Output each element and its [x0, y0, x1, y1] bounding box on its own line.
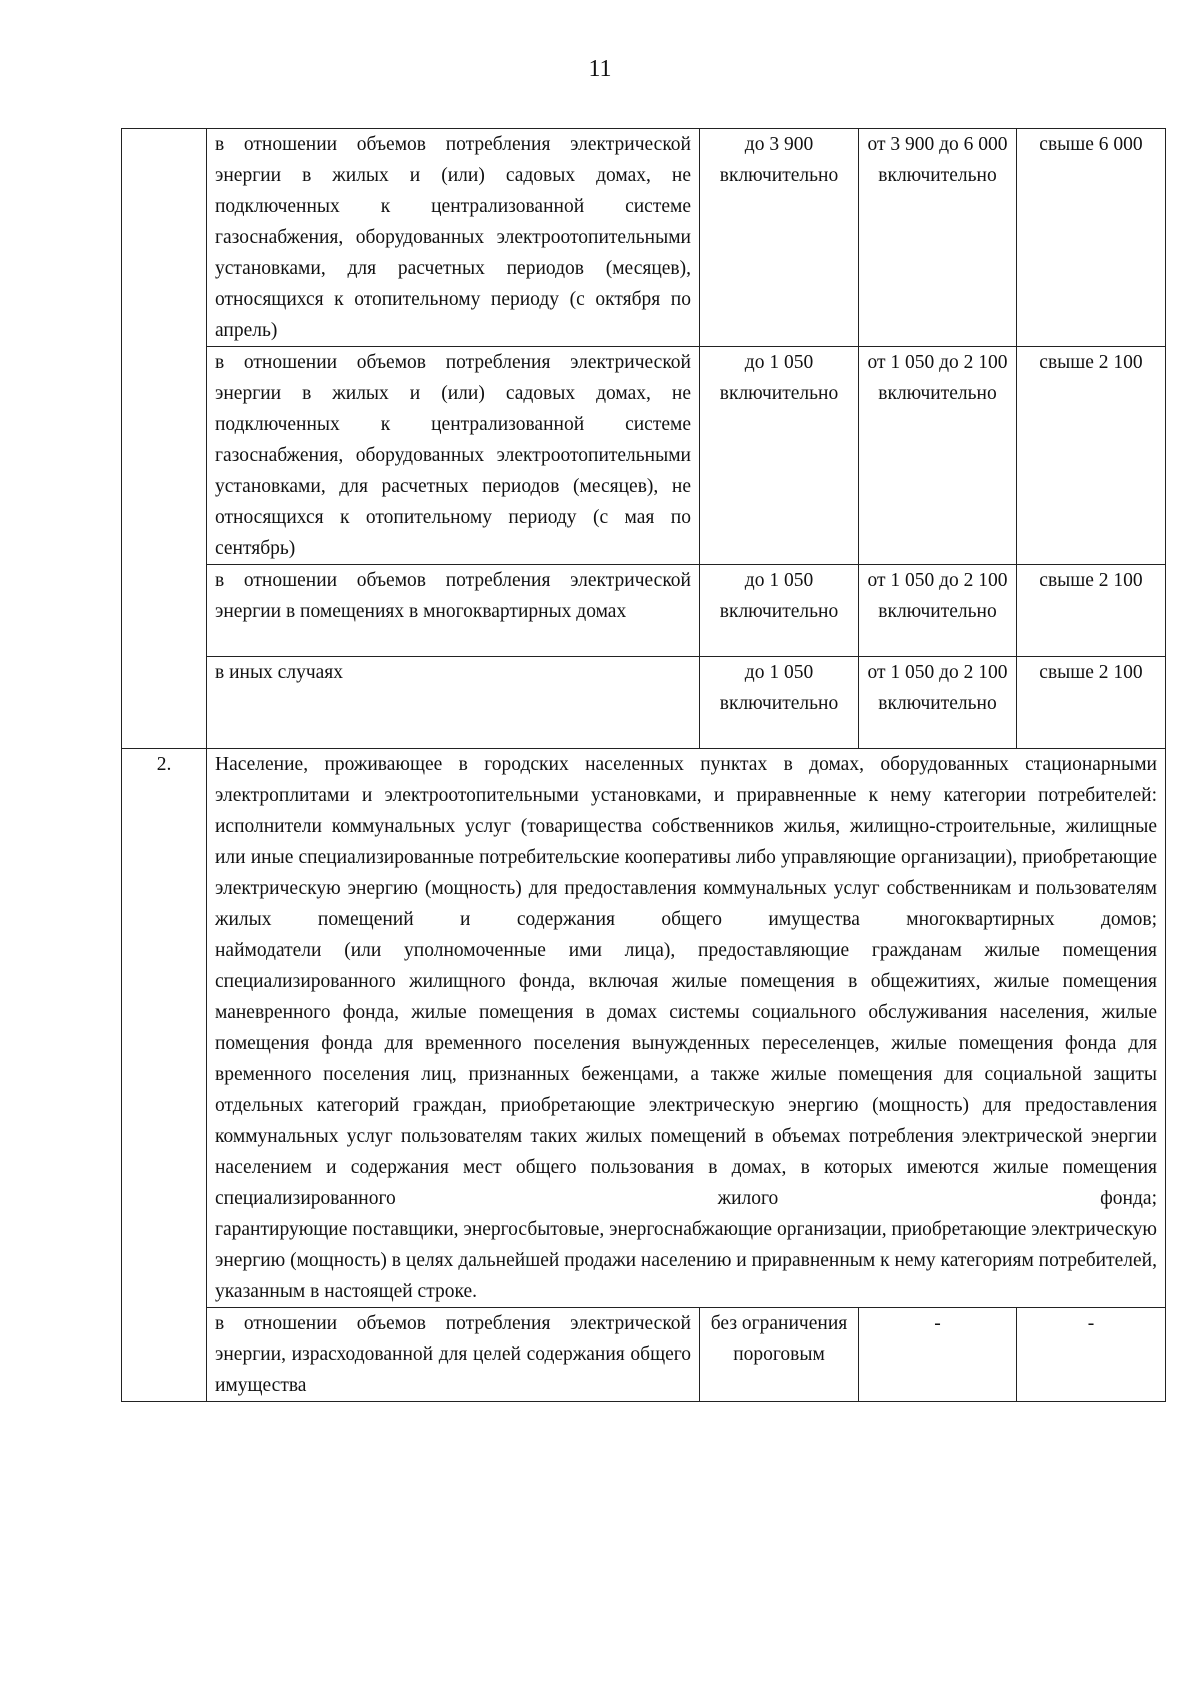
category-paragraph: наймодатели (или уполномоченные ими лица), предоставляющие гражданам жилые помещения специализированного жилищного фонда, включая жилые помещения в общежитиях, жилые помещения маневренного фонда, жилые помещения в домах системы социального обслуживания населения, жилые помещения фонда для временного поселения вынужденных переселенцев, жилые помещения фонда для временного поселения лиц, признанных беженцами, а также жилые помещения для социальной защиты отдельных категорий граждан, приобретающие электрическую энергию (мощность) для предоставления коммунальных услуг пользователям таких жилых помещений в объемах потребления электрической энергии населением и содержания мест общего пользования в домах, в которых имеются жилые помещения специализированного жилого фонда; — [215, 940, 1157, 1209]
threshold-mid: от 3 900 до 6 000 включительно — [859, 129, 1017, 347]
threshold-low: до 1 050 включительно — [700, 565, 859, 657]
row-description: в отношении объемов потребления электрической энергии в жилых и (или) садовых домах, не подключенных к централизованной системе газоснабжения, оборудованных электроотопительными установками, для расчетных периодов (месяцев), не относящихся к отопительному периоду (с мая по сентябрь) — [207, 347, 700, 565]
threshold-mid: от 1 050 до 2 100 включительно — [859, 657, 1017, 749]
tariff-table — [121, 128, 1166, 1402]
threshold-high: свыше 2 100 — [1017, 565, 1166, 657]
row-number-cell: 2. — [122, 749, 207, 1402]
table-row — [122, 749, 1166, 1308]
page-number: 11 — [588, 56, 612, 82]
table-row — [122, 347, 1166, 565]
row-description: в отношении объемов потребления электрической энергии в помещениях в многоквартирных домах — [207, 565, 700, 657]
threshold-low: до 3 900 включительно — [700, 129, 859, 347]
row-number-cell — [122, 129, 207, 749]
threshold-low: без ограничения пороговым — [700, 1308, 859, 1402]
table-row — [122, 1308, 1166, 1402]
threshold-high: - — [1017, 1308, 1166, 1402]
threshold-high: свыше 6 000 — [1017, 129, 1166, 347]
category-paragraph: гарантирующие поставщики, энергосбытовые, энергоснабжающие организации, приобретающие электрическую энергию (мощность) в целях дальнейшей продажи населению и приравненным к нему категориям потребителей, указанным в настоящей строке. — [215, 1219, 1157, 1302]
table-row — [122, 657, 1166, 749]
category-paragraph: Население, проживающее в городских населенных пунктах в домах, оборудованных стационарными электроплитами и электроотопительными установками, и приравненные к нему категории потребителей: — [215, 754, 1157, 806]
threshold-high: свыше 2 100 — [1017, 657, 1166, 749]
threshold-mid: от 1 050 до 2 100 включительно — [859, 347, 1017, 565]
threshold-mid: от 1 050 до 2 100 включительно — [859, 565, 1017, 657]
row-description: в иных случаях — [207, 657, 700, 749]
threshold-high: свыше 2 100 — [1017, 347, 1166, 565]
table-row — [122, 129, 1166, 347]
row-description: в отношении объемов потребления электрической энергии в жилых и (или) садовых домах, не подключенных к централизованной системе газоснабжения, оборудованных электроотопительными установками, для расчетных периодов (месяцев), относящихся к отопительному периоду (с октября по апрель) — [207, 129, 700, 347]
threshold-low: до 1 050 включительно — [700, 657, 859, 749]
category-description — [207, 749, 1166, 1308]
category-paragraph: исполнители коммунальных услуг (товарищества собственников жилья, жилищно-строительные, жилищные или иные специализированные потребительские кооперативы либо управляющие организации), приобретающие электрическую энергию (мощность) для предоставления коммунальных услуг собственникам и пользователям жилых помещений и содержания общего имущества многоквартирных домов; — [215, 816, 1157, 930]
table-row — [122, 565, 1166, 657]
threshold-mid: - — [859, 1308, 1017, 1402]
threshold-low: до 1 050 включительно — [700, 347, 859, 565]
row-description: в отношении объемов потребления электрической энергии, израсходованной для целей содержания общего имущества — [207, 1308, 700, 1402]
